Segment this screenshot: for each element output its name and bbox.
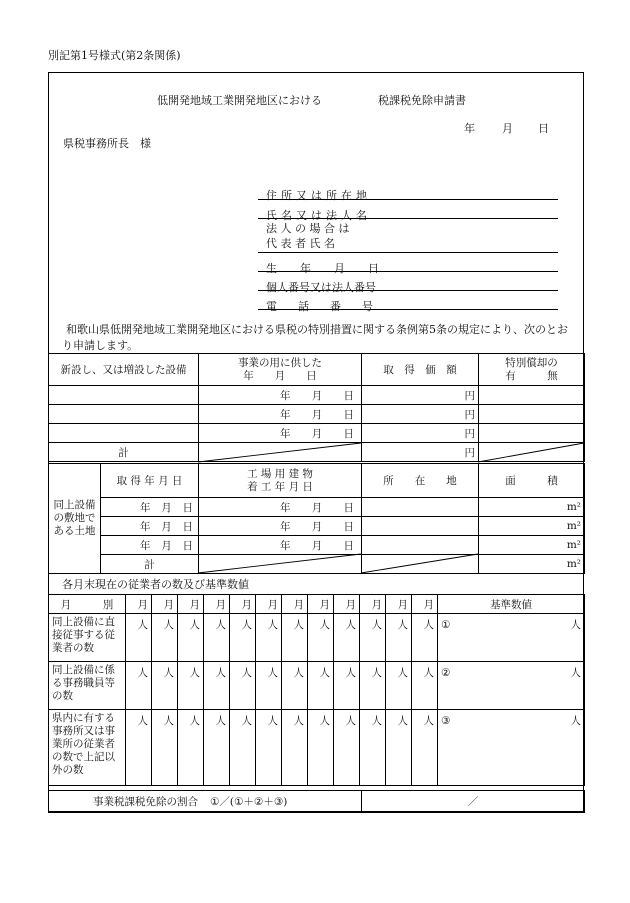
applicant-row-birthdate [258, 253, 558, 275]
yen-unit: 円 [464, 427, 475, 440]
depreciation-cell[interactable] [479, 386, 585, 405]
applicant-row-representative [258, 219, 558, 253]
month-cell[interactable] [412, 595, 438, 614]
count-cell[interactable] [178, 614, 204, 662]
total-cost-cell[interactable] [362, 443, 479, 462]
count-cell[interactable] [230, 662, 256, 710]
cost-cell[interactable] [362, 405, 479, 424]
year-unit: 年 [140, 501, 151, 514]
depreciation-cell[interactable] [479, 405, 585, 424]
person-unit: 人 [241, 619, 252, 631]
person-unit: 人 [423, 619, 434, 631]
count-cell[interactable] [412, 662, 438, 710]
month-unit: 月 [267, 598, 278, 611]
person-unit: 人 [371, 715, 382, 727]
person-unit: 人 [215, 715, 226, 727]
service-date-cell[interactable] [199, 405, 362, 424]
person-unit: 人 [319, 715, 330, 727]
person-unit: 人 [371, 667, 382, 679]
person-unit: 人 [215, 619, 226, 631]
statement: 和歌山県低開発地域工業開発地区における県税の特別措置に関する条例第5条の規定により、次のとおり申請します。 [62, 323, 568, 352]
header-service-date [199, 354, 362, 386]
year-unit: 年 [280, 501, 291, 514]
month-unit: 月 [137, 598, 148, 611]
month-cell[interactable] [282, 595, 308, 614]
employees-month-row [49, 595, 585, 614]
count-cell[interactable] [282, 614, 308, 662]
count-cell[interactable] [126, 662, 152, 710]
count-cell[interactable] [204, 662, 230, 710]
count-cell[interactable] [152, 710, 178, 786]
label-corporation-case: 法 人 の 場 合 は [266, 222, 350, 235]
person-unit: 人 [345, 715, 356, 727]
exemption-slash: ／ [467, 796, 479, 808]
header-special-depreciation-line1: 特別償却の [505, 356, 558, 369]
person-unit: 人 [189, 619, 200, 631]
month-unit: 月 [345, 598, 356, 611]
equipment-row-2 [49, 405, 585, 424]
month-unit: 月 [311, 389, 323, 402]
label-birthdate: 生 年 月 日 [266, 262, 385, 275]
month-header: 月 別 [49, 595, 126, 614]
person-unit: 人 [397, 619, 408, 631]
year-unit: 年 [140, 539, 151, 552]
person-unit: 人 [267, 715, 278, 727]
acquisition-date-cell[interactable] [101, 536, 199, 555]
employees-section-title: 各月末現在の従業者の数及び基準数値 [62, 578, 249, 591]
marker-3: ③ [441, 714, 451, 727]
employees-row-direct [49, 614, 585, 662]
month-unit: 月 [161, 520, 172, 533]
employees-row-clerical [49, 662, 585, 710]
acquisition-date-cell[interactable] [101, 517, 199, 536]
person-unit: 人 [397, 667, 408, 679]
count-cell[interactable] [152, 614, 178, 662]
person-unit: 人 [137, 715, 148, 727]
person-unit: 人 [241, 667, 252, 679]
day-unit: 日 [182, 520, 193, 533]
count-cell[interactable] [412, 710, 438, 786]
land-row-2 [49, 517, 585, 536]
applicant-row-address [258, 181, 558, 200]
land-total-row [49, 555, 585, 574]
count-cell[interactable] [360, 710, 386, 786]
land-side-label: 同上設備の敷地である土地 [49, 464, 101, 574]
employees-row-other [49, 710, 585, 786]
total-factory-blank [199, 555, 362, 574]
equipment-table [48, 353, 585, 462]
count-cell[interactable] [256, 710, 282, 786]
yen-unit: 円 [464, 389, 475, 402]
person-unit: 人 [371, 619, 382, 631]
area-unit: m² [566, 501, 581, 513]
month-unit: 月 [311, 427, 323, 440]
yen-unit: 円 [464, 446, 475, 459]
date-year-label: 年 [464, 122, 475, 135]
area-unit: m² [566, 520, 581, 532]
row-label-other: 県内に有する事務所又は事業所の従業者の数で上記以外の数 [49, 710, 126, 786]
count-cell[interactable] [386, 662, 412, 710]
month-cell[interactable] [152, 595, 178, 614]
exemption-label: 事業税課税免除の割合 [93, 796, 198, 808]
date-month-label: 月 [502, 122, 513, 135]
count-cell[interactable] [152, 662, 178, 710]
area-cell[interactable] [479, 517, 585, 536]
person-unit: 人 [319, 619, 330, 631]
count-cell[interactable] [256, 614, 282, 662]
person-unit: 人 [423, 715, 434, 727]
location-cell[interactable] [362, 498, 479, 517]
marker-2: ② [441, 666, 451, 679]
header-service-date-line2: 年 月 日 [243, 369, 317, 382]
land-header-row [49, 464, 585, 498]
standard-header: 基準数値 [438, 595, 585, 614]
count-cell[interactable] [282, 662, 308, 710]
header-factory-start-line1: 工 場 用 建 物 [247, 467, 313, 480]
person-unit: 人 [570, 667, 581, 679]
row-label-clerical: 同上設備に係る事務職員等の数 [49, 662, 126, 710]
employees-table [48, 594, 585, 786]
count-cell[interactable] [204, 614, 230, 662]
factory-start-cell[interactable] [199, 498, 362, 517]
month-cell[interactable] [230, 595, 256, 614]
total-depreciation-blank [479, 443, 585, 462]
header-service-date-line1: 事業の用に供した [238, 356, 322, 369]
exemption-label-cell [49, 791, 362, 813]
month-unit: 月 [371, 598, 382, 611]
area-unit: m² [566, 539, 581, 551]
person-unit: 人 [293, 715, 304, 727]
person-unit: 人 [163, 715, 174, 727]
day-unit: 日 [343, 539, 354, 552]
equipment-row-1 [49, 386, 585, 405]
form-id: 別記第1号様式(第2条関係) [48, 49, 181, 62]
day-unit: 日 [343, 427, 354, 440]
day-unit: 日 [343, 408, 354, 421]
service-date-cell[interactable] [199, 424, 362, 443]
person-unit: 人 [189, 715, 200, 727]
equipment-row-3 [49, 424, 585, 443]
count-cell[interactable] [308, 662, 334, 710]
count-cell[interactable] [334, 614, 360, 662]
month-unit: 月 [215, 598, 226, 611]
total-date-blank [199, 443, 362, 462]
area-cell[interactable] [479, 536, 585, 555]
marker-1: ① [441, 618, 451, 631]
factory-start-cell[interactable] [199, 536, 362, 555]
label-individual-number: 個人番号又は法人番号 [266, 281, 376, 294]
month-cell[interactable] [256, 595, 282, 614]
count-cell[interactable] [126, 614, 152, 662]
land-table [48, 463, 585, 574]
month-cell[interactable] [386, 595, 412, 614]
count-cell[interactable] [204, 710, 230, 786]
applicant-row-name [258, 200, 558, 222]
month-cell[interactable] [360, 595, 386, 614]
addressee: 県税事務所長 様 [63, 137, 151, 150]
person-unit: 人 [137, 619, 148, 631]
cost-cell[interactable] [362, 424, 479, 443]
header-acquisition-date: 取 得 年 月 日 [101, 464, 199, 498]
land-row-3 [49, 536, 585, 555]
month-cell[interactable] [126, 595, 152, 614]
day-unit: 日 [343, 501, 354, 514]
count-cell[interactable] [230, 614, 256, 662]
day-unit: 日 [182, 501, 193, 514]
month-unit: 月 [161, 539, 172, 552]
year-unit: 年 [280, 408, 291, 421]
standard-cell[interactable] [438, 710, 585, 786]
standard-cell[interactable] [438, 662, 585, 710]
month-cell[interactable] [334, 595, 360, 614]
month-cell[interactable] [204, 595, 230, 614]
equipment-header-row [49, 354, 585, 386]
person-unit: 人 [241, 715, 252, 727]
label-name: 氏名又は法人名 [266, 209, 371, 222]
factory-start-cell[interactable] [199, 517, 362, 536]
location-cell[interactable] [362, 517, 479, 536]
day-unit: 日 [182, 539, 193, 552]
date-day-label: 日 [538, 122, 549, 135]
month-unit: 月 [423, 598, 434, 611]
day-unit: 日 [343, 389, 354, 402]
count-cell[interactable] [308, 710, 334, 786]
count-cell[interactable] [256, 662, 282, 710]
count-cell[interactable] [230, 710, 256, 786]
header-factory-start [199, 464, 362, 498]
header-special-depreciation-line2: 有 無 [505, 369, 558, 382]
exemption-ratio-cell[interactable] [362, 791, 585, 813]
month-unit: 月 [189, 598, 200, 611]
person-unit: 人 [189, 667, 200, 679]
count-cell[interactable] [360, 614, 386, 662]
month-unit: 月 [311, 520, 323, 533]
equipment-name-cell[interactable] [49, 405, 199, 424]
person-unit: 人 [163, 619, 174, 631]
service-date-cell[interactable] [199, 386, 362, 405]
exemption-row [49, 791, 585, 813]
month-unit: 月 [319, 598, 330, 611]
standard-cell[interactable] [438, 614, 585, 662]
month-cell[interactable] [178, 595, 204, 614]
acquisition-date-cell[interactable] [101, 498, 199, 517]
month-unit: 月 [241, 598, 252, 611]
year-unit: 年 [280, 389, 291, 402]
equipment-name-cell[interactable] [49, 424, 199, 443]
month-unit: 月 [293, 598, 304, 611]
row-label-direct: 同上設備に直接従事する従業者の数 [49, 614, 126, 662]
person-unit: 人 [163, 667, 174, 679]
month-unit: 月 [163, 598, 174, 611]
header-factory-start-line2: 着 工 年 月 日 [247, 480, 313, 493]
header-location: 所 在 地 [362, 464, 479, 498]
exemption-table [48, 790, 585, 813]
count-cell[interactable] [386, 710, 412, 786]
month-unit: 月 [311, 539, 323, 552]
depreciation-cell[interactable] [479, 424, 585, 443]
header-equipment: 新設し、又は増設した設備 [49, 354, 199, 386]
person-unit: 人 [345, 667, 356, 679]
count-cell[interactable] [178, 710, 204, 786]
year-unit: 年 [140, 520, 151, 533]
person-unit: 人 [267, 619, 278, 631]
form-title-part2: 税課税免除申請書 [378, 94, 466, 107]
count-cell[interactable] [126, 710, 152, 786]
day-unit: 日 [343, 520, 354, 533]
count-cell[interactable] [308, 614, 334, 662]
person-unit: 人 [293, 667, 304, 679]
applicant-block [258, 181, 558, 313]
count-cell[interactable] [360, 662, 386, 710]
equipment-total-row [49, 443, 585, 462]
area-cell[interactable] [479, 498, 585, 517]
person-unit: 人 [570, 619, 581, 631]
person-unit: 人 [137, 667, 148, 679]
person-unit: 人 [319, 667, 330, 679]
count-cell[interactable] [282, 710, 308, 786]
person-unit: 人 [570, 715, 581, 727]
header-special-depreciation [479, 354, 585, 386]
person-unit: 人 [215, 667, 226, 679]
land-total-label: 計 [101, 555, 199, 574]
form-title-part1: 低開発地域工業開発地区における [157, 94, 322, 107]
count-cell[interactable] [334, 710, 360, 786]
count-cell[interactable] [412, 614, 438, 662]
month-unit: 月 [161, 501, 172, 514]
year-unit: 年 [280, 539, 291, 552]
equipment-total-label: 計 [49, 443, 199, 462]
month-unit: 月 [311, 408, 323, 421]
yen-unit: 円 [464, 408, 475, 421]
person-unit: 人 [345, 619, 356, 631]
person-unit: 人 [293, 619, 304, 631]
label-address: 住所又は所在地 [266, 189, 371, 202]
year-unit: 年 [280, 427, 291, 440]
header-area: 面 積 [479, 464, 585, 498]
total-area-cell[interactable] [479, 555, 585, 574]
month-unit: 月 [311, 501, 323, 514]
cost-cell[interactable] [362, 386, 479, 405]
equipment-name-cell[interactable] [49, 386, 199, 405]
header-acquisition-cost: 取 得 価 額 [362, 354, 479, 386]
total-location-blank [362, 555, 479, 574]
person-unit: 人 [423, 667, 434, 679]
label-representative: 代 表 者 氏 名 [266, 237, 335, 250]
area-unit: m² [566, 558, 581, 570]
label-phone: 電 話 番 号 [266, 300, 378, 313]
month-cell[interactable] [308, 595, 334, 614]
year-unit: 年 [280, 520, 291, 533]
count-cell[interactable] [178, 662, 204, 710]
person-unit: 人 [397, 715, 408, 727]
count-cell[interactable] [334, 662, 360, 710]
month-unit: 月 [397, 598, 408, 611]
person-unit: 人 [267, 667, 278, 679]
exemption-formula: ①／(①＋②＋③) [210, 796, 288, 808]
land-row-1 [49, 498, 585, 517]
location-cell[interactable] [362, 536, 479, 555]
count-cell[interactable] [386, 614, 412, 662]
